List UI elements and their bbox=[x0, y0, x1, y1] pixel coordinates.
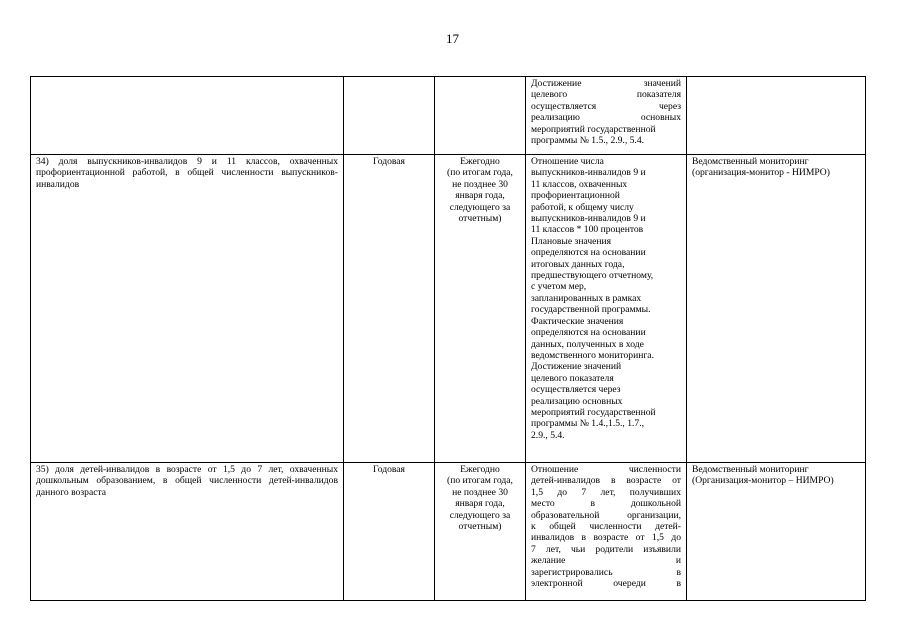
deadline-line: не позднее 30 bbox=[452, 178, 508, 190]
deadline-line: (по итогам года, bbox=[447, 167, 513, 179]
method-line: Фактические значения bbox=[531, 315, 624, 327]
page-number: 17 bbox=[446, 31, 459, 46]
method-line: зарегистрировались в bbox=[531, 566, 681, 578]
method-line: данных, полученных в ходе bbox=[531, 338, 644, 350]
indicator-cell: 34) доля выпускников-инвалидов 9 и 11 классов, охваченных профориентационной работой, в общей численности выпускников-инвалидов bbox=[31, 155, 344, 463]
source-line: Ведомственный мониторинг bbox=[692, 156, 809, 167]
deadline-cell bbox=[435, 463, 526, 601]
calculation-method-cell bbox=[526, 463, 687, 601]
method-line: осуществляется через bbox=[531, 384, 621, 396]
source-line: (Организация-монитор – НИМРО) bbox=[692, 475, 834, 487]
method-line: выпускников-инвалидов 9 и bbox=[531, 213, 646, 225]
source-line: Ведомственный мониторинг bbox=[692, 464, 809, 475]
method-line: с учетом мер, bbox=[531, 281, 587, 293]
method-line: Достижение значений bbox=[531, 78, 681, 89]
method-line: программы № 1.5., 2.9., 5.4. bbox=[531, 135, 645, 147]
table-row bbox=[31, 77, 866, 155]
periodicity-cell: Годовая bbox=[344, 463, 435, 601]
method-line: электронной очереди в bbox=[531, 578, 681, 590]
method-line: детей-инвалидов в возрасте от bbox=[531, 475, 681, 487]
deadline-line: следующего за bbox=[449, 509, 511, 521]
deadline-line: (по итогам года, bbox=[447, 475, 513, 487]
indicators-table bbox=[30, 76, 866, 601]
method-line: реализацию основных bbox=[531, 112, 681, 124]
method-line: выпускников-инвалидов 9 и bbox=[531, 167, 646, 179]
indicator-cell: 35) доля детей-инвалидов в возрасте от 1,5 до 7 лет, охваченных дошкольным образованием, в общей численности детей-инвалидов данного возраста bbox=[31, 463, 344, 601]
method-line: ведомственного мониторинга. bbox=[531, 349, 654, 361]
method-line: 7 лет, чьи родители изъявили bbox=[531, 543, 681, 555]
method-line: Достижение значений bbox=[531, 361, 622, 373]
method-line: образовательной организации, bbox=[531, 509, 681, 521]
source-line: (организация-монитор - НИМРО) bbox=[692, 167, 830, 179]
method-line: 2.9., 5.4. bbox=[531, 429, 565, 441]
deadline-line: не позднее 30 bbox=[452, 486, 508, 498]
method-line: осуществляется через bbox=[531, 100, 681, 112]
deadline-line: отчетным) bbox=[458, 213, 502, 225]
periodicity-cell: Годовая bbox=[344, 155, 435, 463]
deadline-line: Ежегодно bbox=[460, 156, 500, 167]
deadline-line: января года, bbox=[455, 498, 505, 510]
method-line: запланированных в рамках bbox=[531, 292, 642, 304]
method-line: определяются на основании bbox=[531, 247, 646, 259]
method-line: определяются на основании bbox=[531, 327, 646, 339]
method-line: мероприятий государственной bbox=[531, 406, 656, 418]
method-line: целевого показателя bbox=[531, 89, 681, 101]
method-line: программы № 1.4.,1.5., 1.7., bbox=[531, 418, 645, 430]
method-line: мероприятий государственной bbox=[531, 123, 656, 135]
method-line: желание и bbox=[531, 555, 681, 567]
deadline-line: отчетным) bbox=[458, 521, 502, 533]
deadline-cell bbox=[435, 77, 526, 155]
method-line: инвалидов в возрасте от 1,5 до bbox=[531, 532, 681, 544]
method-line: Отношение численности bbox=[531, 464, 681, 475]
periodicity-cell bbox=[344, 77, 435, 155]
data-source-cell bbox=[687, 463, 866, 601]
method-line: Плановые значения bbox=[531, 235, 612, 247]
table-row bbox=[31, 155, 866, 463]
deadline-line: следующего за bbox=[449, 201, 511, 213]
table-row bbox=[31, 463, 866, 601]
data-source-cell bbox=[687, 155, 866, 463]
deadline-line: Ежегодно bbox=[460, 464, 500, 475]
indicator-cell bbox=[31, 77, 344, 155]
calculation-method-cell bbox=[526, 77, 687, 155]
method-line: 11 классов, охваченных bbox=[531, 178, 628, 190]
method-line: Отношение числа bbox=[531, 156, 604, 167]
deadline-line: января года, bbox=[455, 190, 505, 202]
method-line: 1,5 до 7 лет, получивших bbox=[531, 486, 681, 498]
method-line: к общей численности детей- bbox=[531, 521, 681, 533]
method-line: работой, к общему числу bbox=[531, 201, 634, 213]
method-line: итоговых данных года, bbox=[531, 258, 625, 270]
method-line: 11 классов * 100 процентов bbox=[531, 224, 644, 236]
method-line: место в дошкольной bbox=[531, 498, 681, 510]
method-line: государственной программы. bbox=[531, 304, 651, 316]
data-source-cell bbox=[687, 77, 866, 155]
method-line: целевого показателя bbox=[531, 372, 614, 384]
calculation-method-cell bbox=[526, 155, 687, 463]
deadline-cell bbox=[435, 155, 526, 463]
method-line: предшествующего отчетному, bbox=[531, 270, 654, 282]
method-line: профориентационной bbox=[531, 190, 620, 202]
method-line: реализацию основных bbox=[531, 395, 623, 407]
